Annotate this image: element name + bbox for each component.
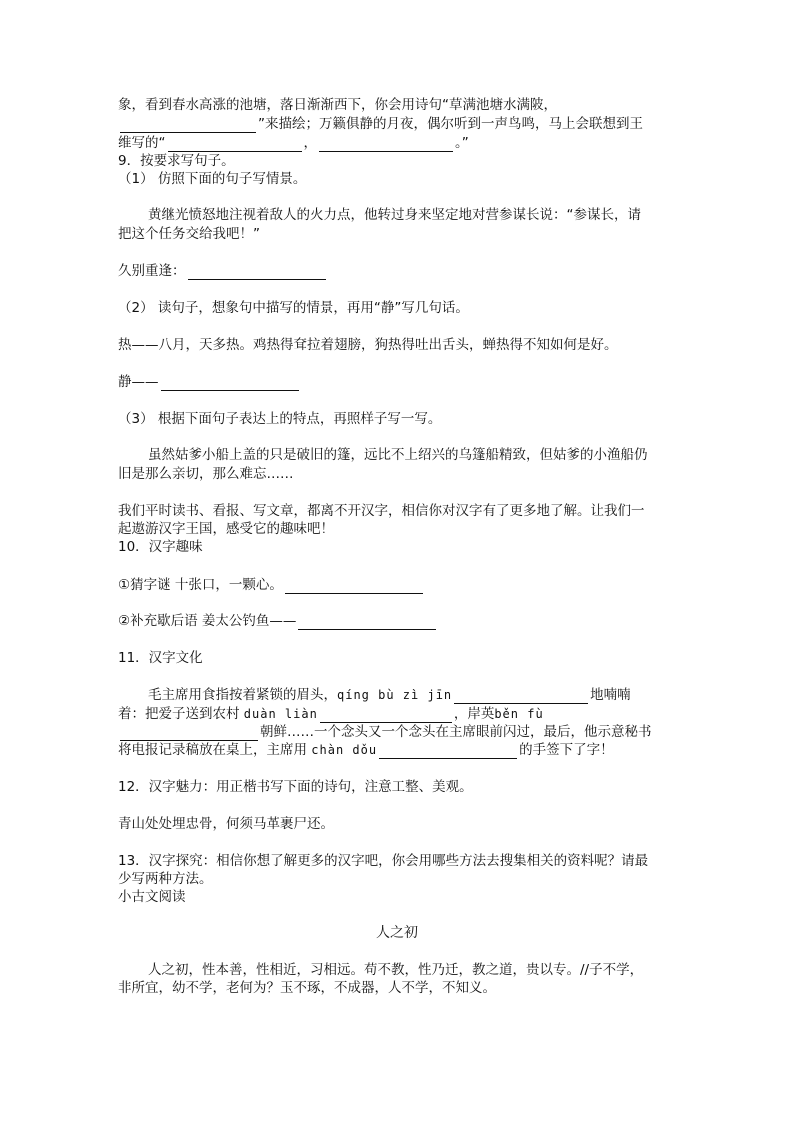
answer-blank[interactable] xyxy=(379,744,517,759)
answer-blank[interactable] xyxy=(161,376,299,391)
question-9: 9．按要求写句子。 xyxy=(118,153,235,169)
pinyin: běn fù xyxy=(494,707,544,721)
text-span: 维写的“ xyxy=(118,135,166,151)
passage-line xyxy=(118,741,614,759)
section-heading: 小古文阅读 xyxy=(118,889,186,905)
text-line xyxy=(118,134,469,152)
text-span: ”来描绘；万籁俱静的月夜，偶尔听到一声鸟鸣，马上会联想到王 xyxy=(258,116,643,132)
passage-line: 非所宜，幼不学，老何为？玉不琢，不成器，人不学，不知义。 xyxy=(118,980,496,996)
text-span: ， xyxy=(303,135,317,151)
answer-blank[interactable] xyxy=(454,689,588,704)
answer-blank[interactable] xyxy=(120,118,256,133)
example-line: 旧是那么亲切，那么难忘…… xyxy=(118,466,294,482)
answer-blank[interactable] xyxy=(168,137,302,152)
example-line: 热——八月，天多热。鸡热得耷拉着翅膀，狗热得吐出舌头，蝉热得不知如何是好。 xyxy=(118,337,618,353)
question-10-1 xyxy=(118,576,425,594)
pinyin: duàn liàn xyxy=(243,707,318,721)
passage-line xyxy=(118,705,544,723)
text-span: ，岸英 xyxy=(453,706,495,722)
question-13-cont: 少写两种方法。 xyxy=(118,871,213,887)
question-9-3: （3） 根据下面句子表达上的特点，再照样子写一写。 xyxy=(118,411,442,427)
question-11: 11．汉字文化 xyxy=(118,650,203,666)
text-span: 。” xyxy=(455,135,469,151)
text-span: 着：把爱子送到农村 xyxy=(118,706,244,722)
text-line: 象，看到春水高涨的池塘，落日渐渐西下，你会用诗句“草满池塘水满陂， xyxy=(118,97,557,113)
example-line: 黄继光愤怒地注视着敌人的火力点，他转过身来坚定地对营参谋长说：“参谋长，请 xyxy=(148,207,641,223)
answer-blank[interactable] xyxy=(188,265,326,280)
answer-label: 静—— xyxy=(118,374,159,390)
intro-line: 起遨游汉字王国，感受它的趣味吧！ xyxy=(118,521,334,537)
pinyin: chàn dǒu xyxy=(311,743,378,757)
text-span: 地喃喃 xyxy=(590,687,631,703)
text-line xyxy=(118,115,643,133)
text-span: 毛主席用食指按着紧锁的眉头， xyxy=(148,687,337,703)
answer-blank[interactable] xyxy=(320,708,452,723)
question-10: 10．汉字趣味 xyxy=(118,539,203,555)
passage-title: 人之初 xyxy=(376,925,418,941)
intro-line: 我们平时读书、看报、写文章，都离不开汉字，相信你对汉字有了更多地了解。让我们一 xyxy=(118,503,645,519)
answer-blank[interactable] xyxy=(120,726,258,741)
passage-line: 人之初，性本善，性相近，习相远。苟不教，性乃迁，教之道，贵以专。//子不学， xyxy=(148,962,644,978)
example-line: 把这个任务交给我吧！” xyxy=(118,226,260,242)
text-span: 将电报记录稿放在桌上，主席用 xyxy=(118,742,312,758)
passage-line xyxy=(118,723,652,741)
question-10-2 xyxy=(118,612,438,630)
answer-blank[interactable] xyxy=(285,579,423,594)
question-text: ②补充歇后语 姜太公钓鱼—— xyxy=(118,613,297,629)
example-line: 虽然姑爹小船上盖的只是破旧的篷，远比不上绍兴的乌篷船精致，但姑爹的小渔船仍 xyxy=(148,447,648,463)
passage-line xyxy=(148,686,631,704)
poem-line: 青山处处埋忠骨，何须马革裹尸还。 xyxy=(118,816,334,832)
question-13: 13．汉字探究：相信你想了解更多的汉字吧，你会用哪些方法去搜集相关的资料呢？请最 xyxy=(118,853,649,869)
answer-label: 久别重逢： xyxy=(118,263,186,279)
answer-line xyxy=(118,262,328,280)
question-text: ①猜字谜 十张口，一颗心。 xyxy=(118,577,283,593)
pinyin: qíng bù zì jīn xyxy=(337,688,453,702)
answer-line xyxy=(118,373,301,391)
answer-blank[interactable] xyxy=(319,137,453,152)
question-9-1: （1） 仿照下面的句子写情景。 xyxy=(118,171,307,187)
question-12: 12．汉字魅力：用正楷书写下面的诗句，注意工整、美观。 xyxy=(118,779,473,795)
text-span: 的手签下了字！ xyxy=(519,742,614,758)
text-span: 朝鲜……一个念头又一个念头在主席眼前闪过，最后，他示意秘书 xyxy=(260,724,652,740)
answer-blank[interactable] xyxy=(298,615,436,630)
question-9-2: （2） 读句子，想象句中描写的情景，再用“静”写几句话。 xyxy=(118,300,469,316)
